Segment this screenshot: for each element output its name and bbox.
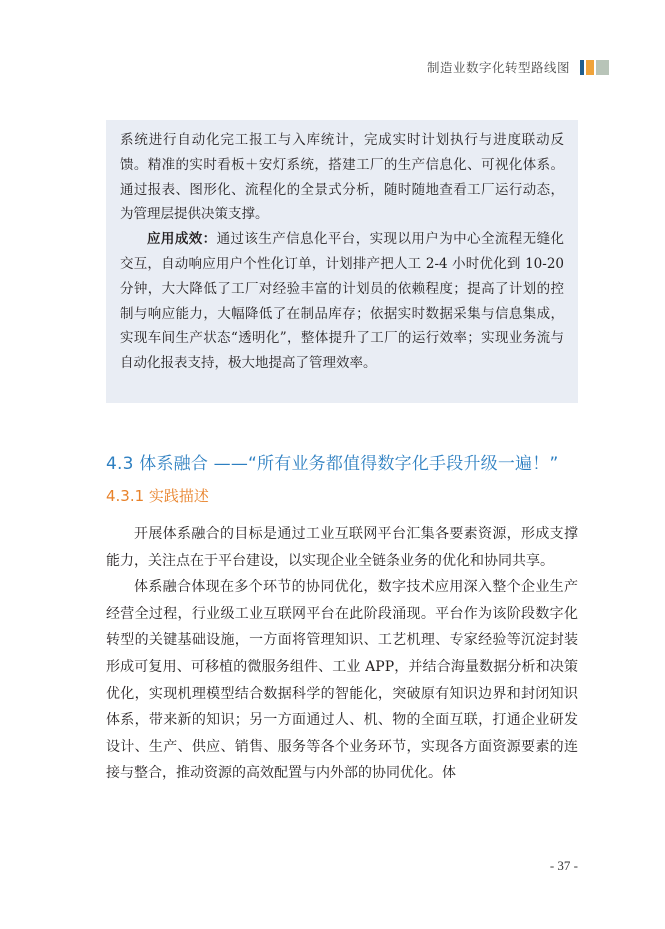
running-header-title: 制造业数字化转型路线图 [426,60,570,75]
header-mark-dark [580,60,584,75]
header-mark-grey [596,60,609,75]
header-mark-orange [586,60,594,75]
running-header [427,58,609,76]
body-text [106,521,578,787]
body-paragraph-1: 开展体系融合的目标是通过工业互联网平台汇集各要素资源，形成支撑能力，关注点在于平台建设，以实现企业全链条业务的优化和协同共享。 [106,526,578,569]
box-label: 应用成效： [147,231,217,248]
box-paragraph-2 [120,227,564,376]
section-heading: 4.3 体系融合 ——“所有业务都值得数字化手段升级一遍！” [106,454,559,474]
box-paragraph-1: 系统进行自动化完工报工与入库统计，完成实时计划执行与进度联动反馈。精准的实时看板＋安灯系统，搭建工厂的生产信息化、可视化体系。通过报表、图形化、流程化的全景式分析，随时随地查看工厂运行动态，为管理层提供决策支撑。 [120,132,564,223]
page-number: - 37 - [549,858,578,873]
case-study-box [106,120,578,403]
body-paragraph-2: 体系融合体现在多个环节的协同优化，数字技术应用深入整个企业生产经营全过程，行业级工业互联网平台在此阶段涌现。平台作为该阶段数字化转型的关键基础设施，一方面将管理知识、工艺机理、专家经验等沉淀封装形成可复用、可移植的微服务组件、工业 APP，并结合海量数据分析和决策优化，实现机理模型结合数据科学的智能化，突破原有知识边界和封闭知识体系，带来新的知识；另一方面通过人、机、物的全面互联，打通企业研发设计、生产、供应、销售、服务等各个业务环节，实现各方面资源要素的连接与整合，推动资源的高效配置与内外部的协同优化。体 [106,579,578,782]
subsection-heading: 4.3.1 实践描述 [106,487,209,505]
box-paragraph-2-text: 通过该生产信息化平台，实现以用户为中心全流程无缝化交互，自动响应用户个性化订单，计划排产把人工 2-4 小时优化到 10-20 分钟，大大降低了工厂对经验丰富的计划员的依赖程度；提高了计划的控制与响应能力，大幅降低了在制品库存；依据实时数据采集与信息集成，实现车间生产状态“透明化”，整体提升了工厂的运行效率；实现业务流与自动化报表支持，极大地提高了管理效率。 [120,231,565,372]
